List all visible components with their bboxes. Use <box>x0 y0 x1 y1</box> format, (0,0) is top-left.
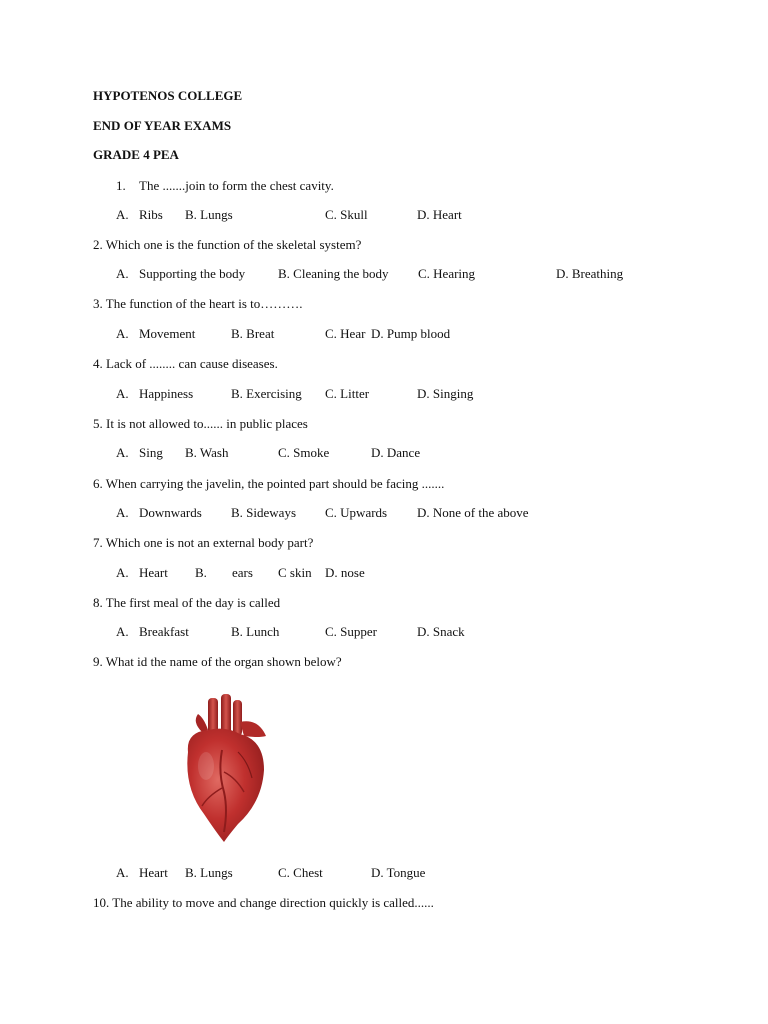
q8-option-a: Breakfast <box>139 624 189 639</box>
q7-option-c: C skin <box>278 565 312 580</box>
question-9-text: 9. What id the name of the organ shown below? <box>93 654 342 669</box>
q7-option-b-letter: B. <box>195 565 207 580</box>
heart-icon <box>178 692 274 846</box>
q1-option-d: D. Heart <box>417 207 462 222</box>
q7-option-a: Heart <box>139 565 168 580</box>
q9-option-c: C. Chest <box>278 865 323 880</box>
q3-option-a-letter: A. <box>116 326 129 341</box>
q8-option-a-letter: A. <box>116 624 129 639</box>
q6-option-c: C. Upwards <box>325 505 388 520</box>
q1-option-a: Ribs <box>139 207 163 222</box>
q1-option-c: C. Skull <box>325 207 368 222</box>
q5-option-c: C. Smoke <box>278 445 330 460</box>
heart-organ-image <box>178 692 274 846</box>
grade-label: GRADE 4 PEA <box>93 147 179 162</box>
q6-option-a-letter: A. <box>116 505 129 520</box>
question-1-number: 1. <box>116 178 126 193</box>
q2-option-b: B. Cleaning the body <box>278 266 389 281</box>
q2-option-c: C. Hearing <box>418 266 476 281</box>
question-6-text: 6. When carrying the javelin, the pointed part should be facing ....... <box>93 476 445 491</box>
q9-option-d: D. Tongue <box>371 865 426 880</box>
q8-option-b: B. Lunch <box>231 624 280 639</box>
q1-option-b: B. Lungs <box>185 207 233 222</box>
q5-option-a-letter: A. <box>116 445 129 460</box>
q6-option-b: B. Sideways <box>231 505 296 520</box>
question-3-text: 3. The function of the heart is to………. <box>93 296 303 311</box>
question-5-text: 5. It is not allowed to...... in public places <box>93 416 308 431</box>
q9-option-b: B. Lungs <box>185 865 233 880</box>
q3-option-a: Movement <box>139 326 196 341</box>
q5-option-a: Sing <box>139 445 163 460</box>
q8-option-c: C. Supper <box>325 624 377 639</box>
q4-option-a-letter: A. <box>116 386 129 401</box>
q4-option-c: C. Litter <box>325 386 370 401</box>
q9-option-a: Heart <box>139 865 168 880</box>
q9-option-a-letter: A. <box>116 865 129 880</box>
q7-option-a-letter: A. <box>116 565 129 580</box>
q8-option-d: D. Snack <box>417 624 465 639</box>
question-7-text: 7. Which one is not an external body part? <box>93 535 314 550</box>
question-1-text: The .......join to form the chest cavity. <box>139 178 334 193</box>
q7-option-b: ears <box>232 565 253 580</box>
q1-option-a-letter: A. <box>116 207 129 222</box>
q7-option-d: D. nose <box>325 565 365 580</box>
q4-option-a: Happiness <box>139 386 194 401</box>
question-4-text: 4. Lack of ........ can cause diseases. <box>93 356 278 371</box>
school-name: HYPOTENOS COLLEGE <box>93 88 243 103</box>
q6-option-a: Downwards <box>139 505 202 520</box>
question-10-text: 10. The ability to move and change direction quickly is called...... <box>93 895 434 910</box>
question-2-text: 2. Which one is the function of the skeletal system? <box>93 237 362 252</box>
exam-title: END OF YEAR EXAMS <box>93 118 232 133</box>
q5-option-d: D. Dance <box>371 445 421 460</box>
q2-option-a: Supporting the body <box>139 266 246 281</box>
q4-option-d: D. Singing <box>417 386 474 401</box>
q3-option-d: D. Pump blood <box>371 326 451 341</box>
q5-option-b: B. Wash <box>185 445 229 460</box>
q3-option-c: C. Hear <box>325 326 366 341</box>
q2-option-a-letter: A. <box>116 266 129 281</box>
q6-option-d: D. None of the above <box>417 505 529 520</box>
q4-option-b: B. Exercising <box>231 386 302 401</box>
q2-option-d: D. Breathing <box>556 266 624 281</box>
q3-option-b: B. Breat <box>231 326 275 341</box>
question-8-text: 8. The first meal of the day is called <box>93 595 281 610</box>
